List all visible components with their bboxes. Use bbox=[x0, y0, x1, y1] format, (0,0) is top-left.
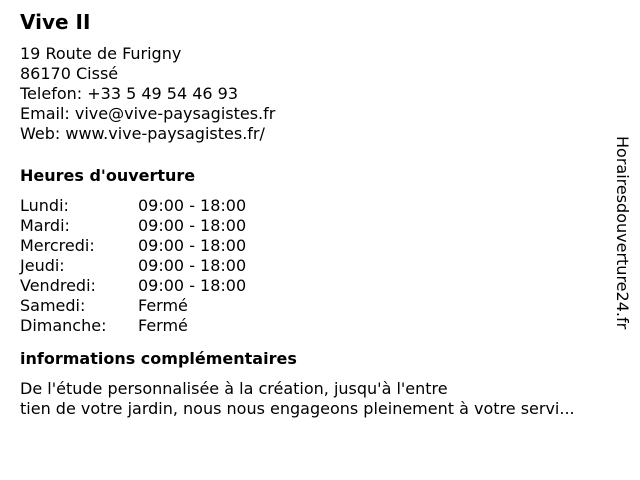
day-label: Samedi: bbox=[20, 296, 86, 315]
day-hours: 09:00 - 18:00 bbox=[138, 196, 247, 215]
opening-hours-table bbox=[20, 196, 246, 336]
phone-line: Telefon: +33 5 49 54 46 93 bbox=[20, 84, 239, 103]
address-city: 86170 Cissé bbox=[20, 64, 119, 83]
hours-row-thursday bbox=[20, 256, 246, 276]
hours-row-friday bbox=[20, 276, 246, 296]
hours-row-wednesday bbox=[20, 236, 246, 256]
hours-row-tuesday bbox=[20, 216, 246, 236]
day-label: Mardi: bbox=[20, 216, 70, 235]
day-label: Vendredi: bbox=[20, 276, 96, 295]
site-brand-vertical: Horairesdouverture24.fr bbox=[613, 136, 632, 330]
web-line: Web: www.vive-paysagistes.fr/ bbox=[20, 124, 265, 143]
content-area bbox=[20, 8, 620, 419]
day-label: Lundi: bbox=[20, 196, 69, 215]
day-hours: 09:00 - 18:00 bbox=[138, 216, 247, 235]
day-label: Mercredi: bbox=[20, 236, 95, 255]
day-hours: 09:00 - 18:00 bbox=[138, 256, 247, 275]
day-label: Dimanche: bbox=[20, 316, 107, 335]
day-hours: Fermé bbox=[138, 316, 188, 335]
description-line-1: De l'étude personnalisée à la création, jusqu'à l'entre bbox=[20, 379, 448, 398]
hours-row-saturday bbox=[20, 296, 246, 316]
day-hours: 09:00 - 18:00 bbox=[138, 236, 247, 255]
day-label: Jeudi: bbox=[20, 256, 65, 275]
opening-hours-heading: Heures d'ouverture bbox=[20, 166, 196, 185]
email-line: Email: vive@vive-paysagistes.fr bbox=[20, 104, 276, 123]
description-line-2: tien de votre jardin, nous nous engageons pleinement à votre servi... bbox=[20, 399, 575, 418]
address-street: 19 Route de Furigny bbox=[20, 44, 182, 63]
day-hours: Fermé bbox=[138, 296, 188, 315]
day-hours: 09:00 - 18:00 bbox=[138, 276, 247, 295]
business-name: Vive II bbox=[20, 10, 91, 34]
additional-info-heading: informations complémentaires bbox=[20, 349, 297, 368]
hours-row-monday bbox=[20, 196, 246, 216]
hours-row-sunday bbox=[20, 316, 246, 336]
contact-block bbox=[20, 44, 620, 144]
